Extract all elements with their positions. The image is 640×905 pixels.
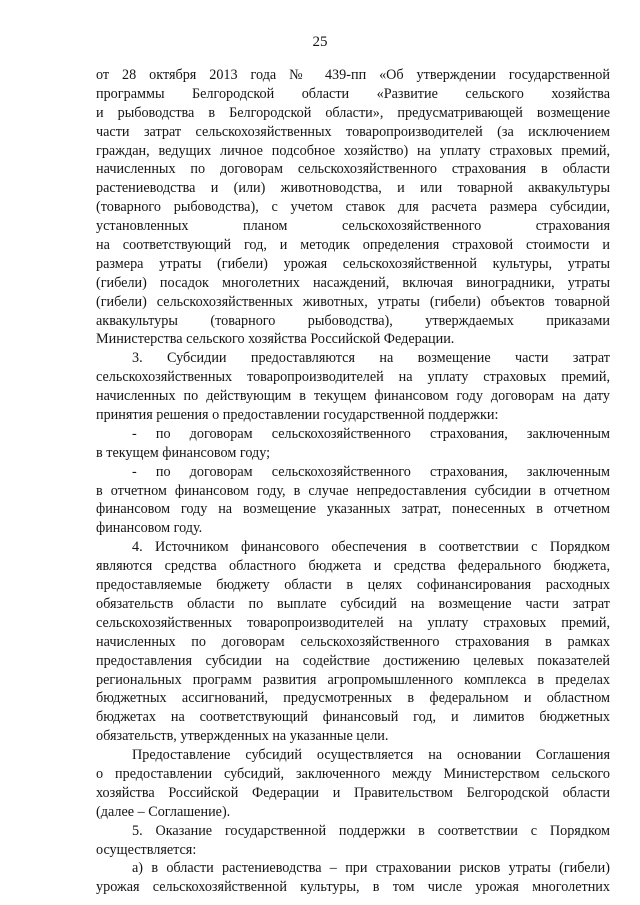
text-line: (далее – Соглашение). [96, 803, 231, 820]
text-line: региональных программ развития агропромышленного комплекса в пределах [96, 671, 610, 688]
text-line: размера утраты (гибели) урожая сельскохозяйственной культуры, утраты [96, 255, 610, 272]
text-line: бюджетах на соответствующий финансовый год, и лимитов бюджетных [96, 709, 610, 726]
document-body [96, 66, 610, 897]
page-number: 25 [312, 34, 328, 50]
text-line: установленных планом сельскохозяйственного страхования [96, 218, 610, 235]
text-line: предоставления субсидии на содействие достижению целевых показателей [96, 652, 610, 669]
text-line: - по договорам сельскохозяйственного страхования, заключенным [132, 425, 610, 442]
text-line: (гибели) посадок многолетних насаждений, включая виноградники, утраты [96, 274, 610, 291]
text-line: а) в области растениеводства – при страховании рисков утраты (гибели) [132, 860, 610, 877]
text-line: программы Белгородской области «Развитие сельского хозяйства [96, 85, 610, 102]
text-line: 3. Субсидии предоставляются на возмещение части затрат [132, 350, 610, 367]
text-line: сельскохозяйственных товаропроизводителей на уплату страховых премий, [96, 614, 610, 631]
text-line: о предоставлении субсидий, заключенного между Министерством сельского [96, 765, 610, 782]
text-line: финансовом году. [96, 520, 203, 537]
text-line: являются средства областного бюджета и средства федерального бюджета, [96, 558, 610, 575]
text-line: осуществляется: [96, 841, 197, 858]
text-line: и рыбоводства в Белгородской области», предусматривающей возмещение [96, 104, 610, 121]
text-line: 5. Оказание государственной поддержки в соответствии с Порядком [132, 822, 610, 839]
text-line: предоставляемые бюджету области в целях софинансирования расходных [96, 577, 610, 594]
text-line: начисленных по договорам сельскохозяйственного страхования в области [96, 161, 610, 178]
text-line: (товарного рыбоводства), с учетом ставок для расчета размера субсидии, [96, 199, 610, 216]
text-line: обязательств, утвержденных на указанные цели. [96, 728, 389, 745]
text-line: Предоставление субсидий осуществляется на основании Соглашения [132, 747, 610, 764]
text-line: финансовом году на возмещение указанных затрат, понесенных в отчетном [96, 501, 610, 518]
text-line: 4. Источником финансового обеспечения в соответствии с Порядком [132, 539, 610, 556]
text-line: в текущем финансовом году; [96, 444, 271, 461]
text-line: (гибели) сельскохозяйственных животных, утраты (гибели) объектов товарной [96, 293, 610, 310]
text-line: в отчетном финансовом году, в случае непредоставления субсидии в отчетном [96, 482, 610, 499]
text-line: Министерства сельского хозяйства Российской Федерации. [96, 331, 455, 348]
text-line: на соответствующий год, и методик определения страховой стоимости и [96, 237, 610, 254]
text-line: начисленных по действующим в текущем финансовом году договорам на дату [96, 388, 610, 405]
text-line: растениеводства и (или) животноводства, и или товарной аквакультуры [96, 180, 610, 197]
text-line: урожая сельскохозяйственной культуры, в том числе урожая многолетних [96, 879, 610, 896]
text-line: сельскохозяйственных товаропроизводителей на уплату страховых премий, [96, 369, 610, 386]
text-line: бюджетных ассигнований, предусмотренных в федеральном и областном [96, 690, 610, 707]
text-line: - по договорам сельскохозяйственного страхования, заключенным [132, 463, 610, 480]
text-line: принятия решения о предоставлении государственной поддержки: [96, 407, 499, 424]
text-line: граждан, ведущих личное подсобное хозяйство) на уплату страховых премий, [96, 142, 610, 159]
text-line: обязательств области по выплате субсидий на возмещение части затрат [96, 595, 610, 612]
text-line: части затрат сельскохозяйственных товаропроизводителей (за исключением [96, 123, 610, 140]
text-line: аквакультуры (товарного рыбоводства), утверждаемых приказами [96, 312, 610, 329]
text-line: начисленных по договорам сельскохозяйственного страхования в рамках [96, 633, 610, 650]
text-line: хозяйства Российской Федерации и Правительством Белгородской области [96, 784, 610, 801]
text-line: от 28 октября 2013 года № 439-пп «Об утверждении государственной [96, 67, 610, 83]
